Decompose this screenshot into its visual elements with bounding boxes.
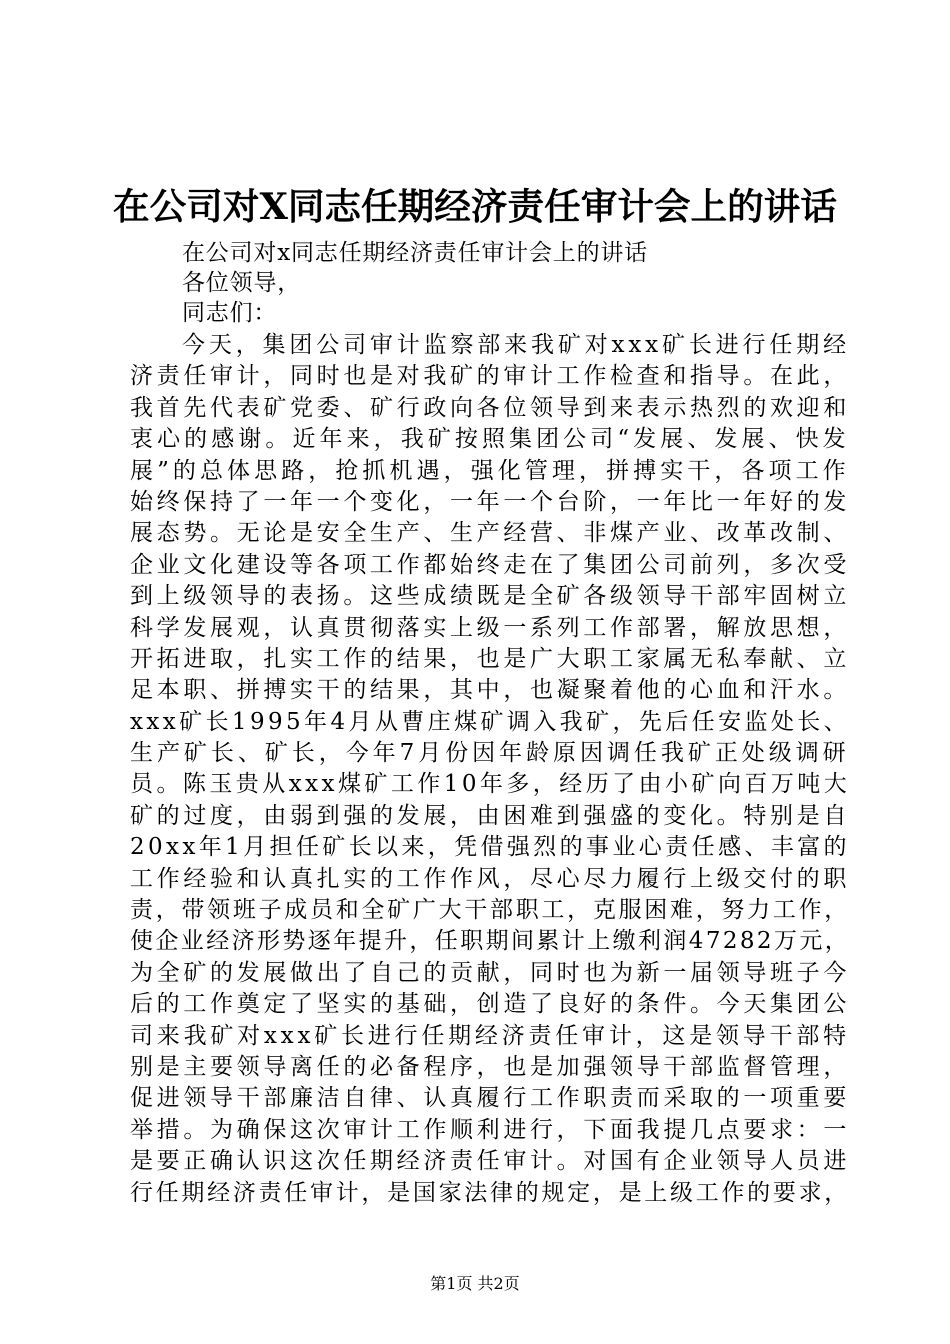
body-line: 今天，集团公司审计监察部来我矿对xxx矿长进行任期经 xyxy=(182,332,850,358)
body-line: 到上级领导的表扬。这些成绩既是全矿各级领导干部牢固树立 xyxy=(130,583,850,610)
body-line: 衷心的感谢。近年来，我矿按照集团公司“发展、发展、快发 xyxy=(130,426,850,453)
body-line: 员。陈玉贵从xxx煤矿工作10年多，经历了由小矿向百万吨大 xyxy=(130,771,851,798)
body-line: 济责任审计，同时也是对我矿的审计工作检查和指导。在此， xyxy=(130,363,850,390)
body-line: 后的工作奠定了坚实的基础，创造了良好的条件。今天集团公 xyxy=(130,991,850,1018)
body-line: 别是主要领导离任的必备程序，也是加强领导干部监督管理， xyxy=(130,1053,850,1080)
body-line: 始终保持了一年一个变化，一年一个台阶，一年比一年好的发 xyxy=(130,488,850,515)
body-line: 20xx年1月担任矿长以来，凭借强烈的事业心责任感、丰富的 xyxy=(130,834,850,861)
body-line: 足本职、拼搏实干的结果，其中，也凝聚着他的心血和汗水。 xyxy=(130,677,850,704)
body-line: 使企业经济形势逐年提升，任职期间累计上缴利润47282万元， xyxy=(130,928,851,955)
page-footer: 第1页 共2页 xyxy=(430,1274,520,1293)
body-line: xxx矿长1995年4月从曹庄煤矿调入我矿，先后任安监处长、 xyxy=(130,708,851,735)
body-line: 矿的过度，由弱到强的发展，由困难到强盛的变化。特别是自 xyxy=(130,802,850,829)
document-title: 在公司对X同志任期经济责任审计会上的讲话 xyxy=(113,185,837,228)
body-line: 开拓进取，扎实工作的结果，也是广大职工家属无私奉献、立 xyxy=(130,645,850,672)
body-line: 工作经验和认真扎实的工作作风，尽心尽力履行上级交付的职 xyxy=(130,865,850,892)
body-line: 生产矿长、矿长，今年7月份因年龄原因调任我矿正处级调研 xyxy=(130,740,850,767)
body-line: 展”的总体思路，抢抓机遇，强化管理，拼搏实干，各项工作 xyxy=(130,457,850,484)
speech-body xyxy=(130,330,850,1209)
body-line: 是要正确认识这次任期经济责任审计。对国有企业领导人员进 xyxy=(130,1148,850,1175)
body-line: 行任期经济责任审计，是国家法律的规定，是上级工作的要求， xyxy=(130,1179,850,1206)
body-line: 我首先代表矿党委、矿行政向各位领导到来表示热烈的欢迎和 xyxy=(130,394,850,421)
salutation-comrades: 同志们： xyxy=(182,300,278,326)
body-line: 促进领导干部廉洁自律、认真履行工作职责而采取的一项重要 xyxy=(130,1085,850,1112)
body-line: 举措。为确保这次审计工作顺利进行，下面我提几点要求：一 xyxy=(130,1116,850,1143)
document-subtitle: 在公司对x同志任期经济责任审计会上的讲话 xyxy=(182,240,648,266)
body-line: 司来我矿对xxx矿长进行任期经济责任审计，这是领导干部特 xyxy=(130,1022,850,1049)
body-line: 责，带领班子成员和全矿广大干部职工，克服困难，努力工作， xyxy=(130,897,850,924)
body-line: 企业文化建设等各项工作都始终走在了集团公司前列，多次受 xyxy=(130,551,850,578)
body-line: 展态势。无论是安全生产、生产经营、非煤产业、改革改制、 xyxy=(130,520,850,547)
salutation-leaders: 各位领导， xyxy=(182,270,301,296)
body-line: 为全矿的发展做出了自己的贡献，同时也为新一届领导班子今 xyxy=(130,959,850,986)
body-line: 科学发展观，认真贯彻落实上级一系列工作部署，解放思想， xyxy=(130,614,850,641)
